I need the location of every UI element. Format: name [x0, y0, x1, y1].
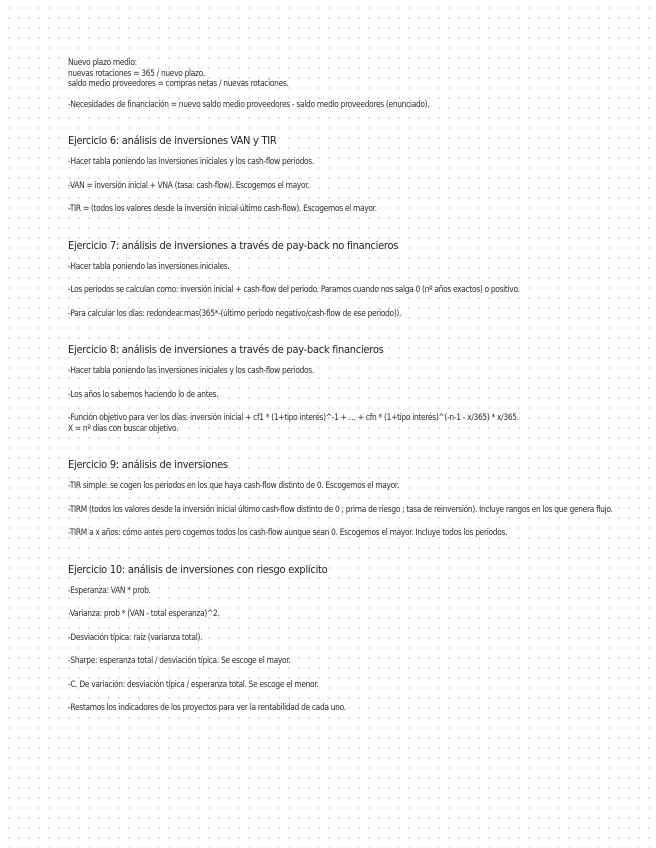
intro-line: Nuevo plazo medio:	[68, 58, 137, 68]
intro-line: -Necesidades de financiación = nuevo saldo medio proveedores - saldo medio proveedores (enunciado).	[68, 99, 430, 110]
exercise-7-line: -Hacer tabla poniendo las inversiones iniciales.	[68, 261, 230, 272]
exercise-8-section	[68, 343, 630, 434]
exercise-6-line: -VAN = inversión inicial + VNA (tasa: cash-flow). Escogemos el mayor.	[68, 180, 310, 191]
exercise-9-line: -TIRM (todos los valores desde la inversión inicial último cash-flow distinto de 0 ; prima de riesgo ; tasa de reinversión). Incluye rangos en los que genera flujo.	[68, 504, 613, 515]
exercise-6-title: Ejercicio 6: análisis de inversiones VAN y TIR	[68, 134, 277, 147]
intro-line: nuevas rotaciones = 365 / nuevo plazo.	[68, 68, 205, 79]
notes-page	[68, 58, 630, 714]
exercise-9-line: -TIR simple: se cogen los periodos en los que haya cash-flow distinto de 0. Escogemos el mayor.	[68, 481, 400, 491]
exercise-6-line: -Hacer tabla poniendo las inversiones iniciales y los cash-flow periodos.	[68, 157, 314, 167]
intro-block	[68, 58, 630, 110]
exercise-6-section	[68, 134, 630, 215]
exercise-7-line: -Los periodos se calculan como: inversión inicial + cash-flow del periodo. Paramos cuando nos salga 0 (nº años exactos) o positivo.	[68, 285, 520, 295]
intro-line: saldo medio proveedores = compras netas / nuevas rotaciones.	[68, 79, 289, 89]
exercise-8-line: -Los años lo sabemos haciendo lo de antes.	[68, 389, 219, 400]
exercise-10-line: -Varianza: prob * (VAN - total esperanza)^2.	[68, 609, 220, 619]
exercise-10-line: -Sharpe: esperanza total / desviación típica. Se escoge el mayor.	[68, 656, 291, 666]
exercise-9-section	[68, 458, 630, 539]
exercise-7-line: -Para calcular los días: redondear.mas(365*-(último periodo negativo/cash-flow de ese periodo)).	[68, 308, 402, 319]
exercise-8-title: Ejercicio 8: análisis de inversiones a través de pay-back financieros	[68, 343, 384, 356]
exercise-10-line: -Desviación típica: raíz (varianza total).	[68, 632, 203, 643]
exercise-7-section	[68, 239, 630, 320]
exercise-9-line: -TIRM a x años: cómo antes pero cogemos todos los cash-flow aunque sean 0. Escogemos el mayor. Incluye todos los periodos.	[68, 528, 508, 538]
exercise-7-title: Ejercicio 7: análisis de inversiones a través de pay-back no financieros	[68, 238, 399, 252]
exercise-9-title: Ejercicio 9: análisis de inversiones	[68, 458, 228, 471]
exercise-8-line: X = nº días con buscar objetivo.	[68, 423, 179, 434]
exercise-10-title: Ejercicio 10: análisis de inversiones con riesgo explícito	[68, 562, 328, 576]
exercise-8-line: -Función objetivo para ver los días: inversión inicial + cf1 * (1+tipo interés)^-1 + … + cfn * (1+tipo interés)^(-n-1 - x/365) * x/365.	[68, 413, 519, 423]
exercise-10-line: -Esperanza: VAN * prob.	[68, 585, 151, 596]
exercise-10-section	[68, 563, 630, 714]
exercise-10-line: -C. De variación: desviación típica / esperanza total. Se escoge el menor.	[68, 679, 319, 690]
exercise-10-line: -Restamos los indicadores de los proyectos para ver la rentabilidad de cada uno.	[68, 703, 346, 713]
exercise-6-line: -TIR = (todos los valores desde la inversión inicial último cash-flow). Escogemos el mayor.	[68, 204, 377, 214]
exercise-8-line: -Hacer tabla poniendo las inversiones iniciales y los cash-flow periodos.	[68, 366, 314, 376]
